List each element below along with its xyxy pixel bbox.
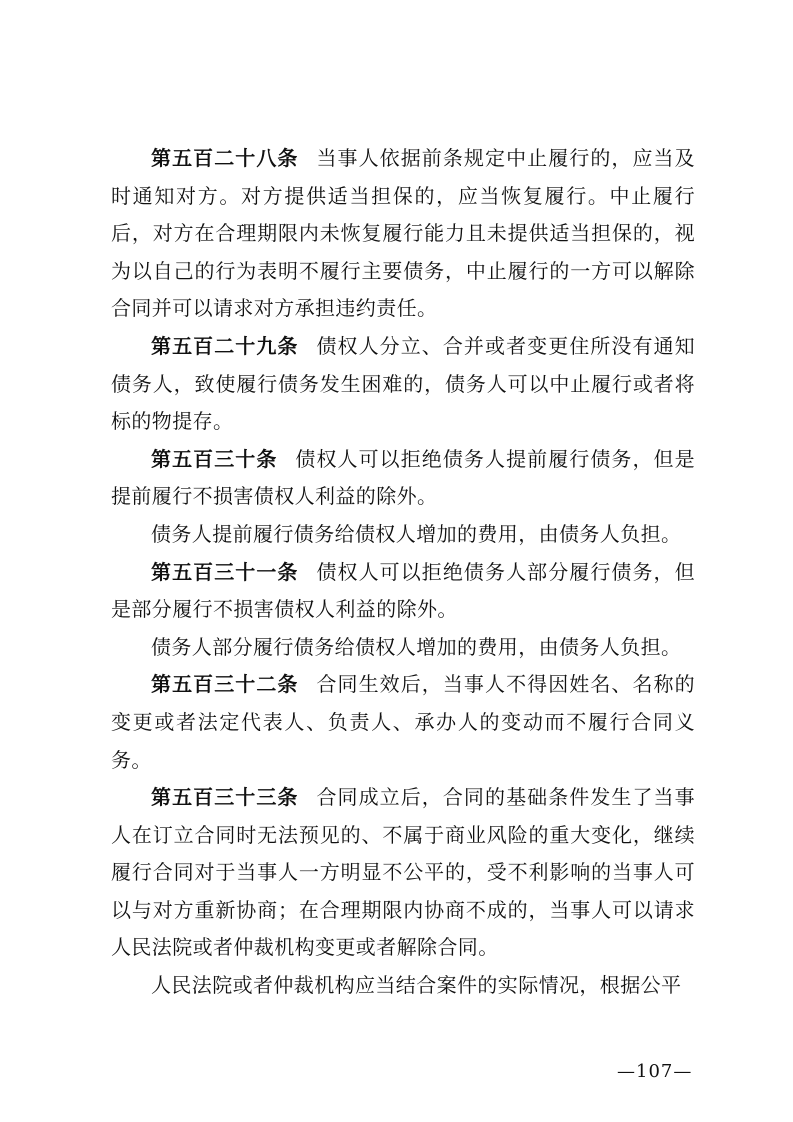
article-number: 第五百二十九条 [151, 333, 299, 358]
paragraph-text: 当事人依据前条规定中止履行的，应当及时通知对方。对方提供适当担保的，应当恢复履行。中止履行后，对方在合理期限内未恢复履行能力且未提供适当担保的，视为以自己的行为表明不履行主要债务，中止履行的一方可以解除合同并可以请求对方承担违约责任。 [111, 146, 695, 321]
paragraph-text: 债权人分立、合并或者变更住所没有通知债务人，致使履行债务发生困难的，债务人可以中止履行或者将标的物提存。 [111, 333, 695, 434]
paragraph [111, 328, 695, 441]
article-number: 第五百三十二条 [151, 672, 299, 697]
paragraph-text: 债务人部分履行债务给债权人增加的费用，由债务人负担。 [151, 634, 682, 659]
paragraph-text: 合同生效后，当事人不得因姓名、名称的变更或者法定代表人、负责人、承办人的变动而不履行合同义务。 [111, 672, 695, 772]
paragraph [111, 516, 695, 554]
page-number: —107— [617, 1061, 693, 1082]
paragraph-text: 债权人可以拒绝债务人提前履行债务，但是提前履行不损害债权人利益的除外。 [111, 446, 695, 509]
paragraph-text: 人民法院或者仲裁机构应当结合案件的实际情况，根据公平 [151, 973, 682, 998]
article-number: 第五百三十一条 [151, 559, 299, 584]
document-body [111, 140, 695, 1005]
article-number: 第五百二十八条 [151, 146, 299, 170]
paragraph [111, 666, 695, 779]
paragraph [111, 140, 695, 328]
paragraph [111, 779, 695, 967]
paragraph [111, 554, 695, 629]
paragraph [111, 967, 695, 1005]
paragraph [111, 441, 695, 516]
article-number: 第五百三十条 [151, 446, 278, 471]
paragraph-text: 债务人提前履行债务给债权人增加的费用，由债务人负担。 [151, 521, 682, 546]
paragraph [111, 629, 695, 667]
paragraph-text: 债权人可以拒绝债务人部分履行债务，但是部分履行不损害债权人利益的除外。 [111, 559, 695, 622]
paragraph-text: 合同成立后，合同的基础条件发生了当事人在订立合同时无法预见的、不属于商业风险的重大变化，继续履行合同对于当事人一方明显不公平的，受不利影响的当事人可以与对方重新协商；在合理期限内协商不成的，当事人可以请求人民法院或者仲裁机构变更或者解除合同。 [111, 785, 695, 960]
article-number: 第五百三十三条 [151, 785, 299, 810]
